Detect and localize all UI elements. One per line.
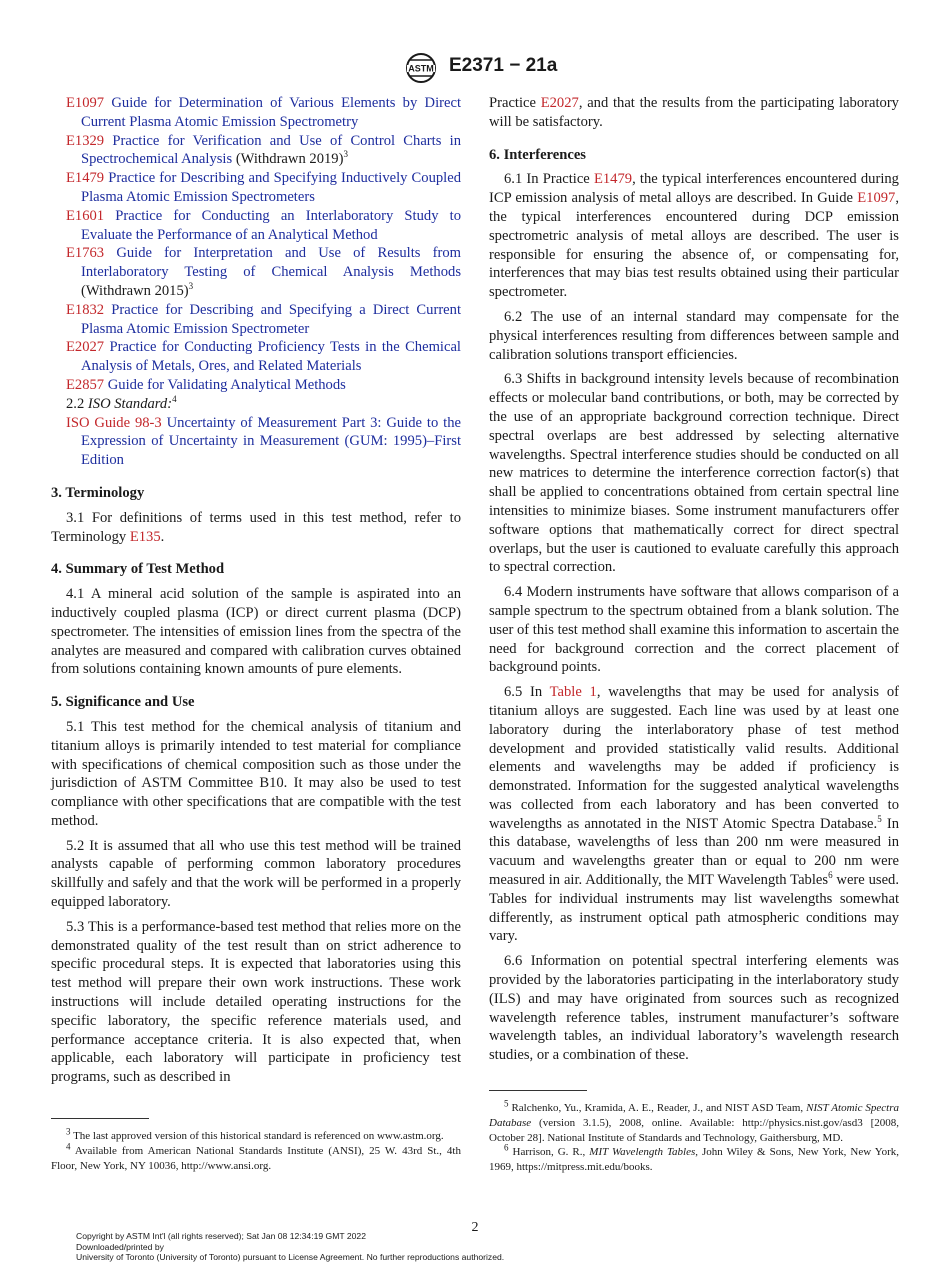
iso-heading-num: 2.2: [66, 395, 85, 412]
paragraph-text: .: [160, 528, 165, 545]
footnote: [489, 1142, 899, 1175]
footnote-text: Available from American National Standards Institute (ANSI), 25 W. 43rd St., 4th Floor, New York, NY 10036, http://www.ansi.org.: [51, 1144, 461, 1172]
footnote-ref: 5: [877, 813, 882, 824]
reference-code-link[interactable]: E1097: [66, 95, 105, 111]
reference-title-link[interactable]: Guide for Validating Analytical Methods: [107, 376, 346, 393]
reference-link[interactable]: E1479: [593, 171, 633, 188]
reference-item: [51, 376, 461, 395]
reference-code-link[interactable]: E1763: [66, 245, 105, 262]
copyright-line: Copyright by ASTM Int'l (all rights reserved); Sat Jan 08 12:34:19 GMT 2022: [76, 1231, 366, 1241]
table-link[interactable]: Table 1: [549, 684, 597, 701]
footnote-italic: NIST Atomic Spectra Database: [489, 1102, 900, 1129]
footnote-number: 4: [66, 1141, 71, 1152]
iso-standard-heading: [51, 395, 461, 414]
paragraph: 5.2 It is assumed that all who use this test method will be trained analysts capable of performing common laboratory procedures skillfully and safely and that the work will be performed in a properly equipped laboratory.: [51, 837, 461, 911]
reference-item: [51, 414, 461, 470]
astm-logo-icon: [401, 52, 441, 84]
left-column: [51, 94, 461, 1087]
paragraph-text: In this database, wavelengths of less than 200 nm were measured in vacuum and wavelengths greater than or equal to 200 nm were measured in air. Additionally, the MIT Wavelength Tables: [489, 815, 899, 889]
reference-note: (Withdrawn 2015): [81, 282, 189, 299]
section-heading: 4. Summary of Test Method: [51, 561, 225, 578]
footnote-divider: [489, 1090, 587, 1091]
footnotes-right: [489, 1090, 899, 1175]
paragraph: 6.3 Shifts in background intensity levels because of recombination effects or molecular band contributions, or both, may be corrected by the use of an appropriate background correction technique. Direct spectral overlaps are best addressed by selecting alternative wavelengths. Spectral interference studies should be conducted on all new matrices to determine the interference correction factor(s) that shall be applied to concentrations obtained from certain spectral line intensities to minimize biases. Some instrument manufacturers offer software options that mathematically correct for direct spectral overlaps, but the user is cautioned to evaluate carefully this approach to spectral correction.: [489, 371, 899, 576]
paragraph-text: Practice: [489, 95, 541, 111]
reference-code-link[interactable]: E2027: [66, 339, 105, 356]
copyright-line: Downloaded/printed by: [76, 1241, 164, 1252]
copyright-line: University of Toronto (University of Toronto) pursuant to License Agreement. No further reproductions authorized.: [76, 1252, 505, 1263]
paragraph: [51, 509, 461, 547]
reference-code-link[interactable]: E1329: [66, 132, 105, 149]
page-number: 2: [471, 1220, 479, 1235]
footnote: [51, 1141, 461, 1174]
paragraph-text: 6.5 In: [504, 684, 550, 701]
footnote-text: , John Wiley & Sons, New York, New York, 1969, https://mitpress.mit.edu/books.: [489, 1146, 899, 1174]
paragraph: [489, 683, 899, 946]
paragraph-text: were used. Tables for individual instruments may list wavelengths somewhat differently, as instrument optical path atmospheric conditions may vary.: [489, 872, 899, 945]
reference-title-link[interactable]: Practice for Verification and Use of Control Charts in Spectrochemical Analysis: [81, 132, 461, 168]
paragraph: 5.1 This test method for the chemical analysis of titanium and titanium alloys is primarily intended to test material for compliance with specifications of chemical composition such as those under the jurisdiction of ASTM Committee B10. It may also be used to test compliance with other specifications that are compatible with the test method.: [51, 718, 461, 829]
reference-title-link[interactable]: Practice for Conducting Proficiency Tests in the Chemical Analysis of Metals, Ores, and Related Materials: [81, 339, 461, 375]
footnote-divider: [51, 1118, 149, 1119]
footnote-ref: 6: [828, 870, 833, 881]
footnote-number: 6: [504, 1142, 509, 1153]
reference-item: [51, 132, 461, 170]
page-header: [0, 52, 950, 86]
footnote-ref: 3: [343, 149, 348, 160]
reference-item: [51, 301, 461, 339]
section-heading: 3. Terminology: [51, 484, 145, 501]
paragraph-text: , and that the results from the participating laboratory will be satisfactory.: [489, 95, 899, 130]
document-id: E2371 − 21a: [449, 55, 558, 76]
reference-code-link[interactable]: E2857: [66, 376, 105, 393]
paragraph-text: 3.1 For definitions of terms used in this test method, refer to Terminology: [51, 509, 461, 545]
reference-link[interactable]: E135: [129, 528, 161, 545]
reference-item: [51, 244, 461, 300]
reference-item: [51, 338, 461, 376]
footnote-italic: MIT Wavelength Tables: [589, 1146, 696, 1159]
logo-text: ASTM: [408, 63, 434, 74]
reference-title-link[interactable]: Guide for Determination of Various Elements by Direct Current Plasma Atomic Emission Spectrometry: [81, 95, 461, 130]
reference-title-link[interactable]: Uncertainty of Measurement Part 3: Guide to the Expression of Uncertainty in Measurement (GUM: 1995)–First Edition: [81, 414, 461, 469]
reference-title-link[interactable]: Practice for Conducting an Interlaboratory Study to Evaluate the Performance of an Analytical Method: [81, 207, 461, 243]
reference-title-link[interactable]: Guide for Interpretation and Use of Results from Interlaboratory Testing of Chemical Analysis Methods: [81, 245, 462, 281]
reference-title-link[interactable]: Practice for Describing and Specifying Inductively Coupled Plasma Atomic Emission Spectrometers: [81, 170, 461, 205]
reference-code-link[interactable]: E1479: [66, 170, 105, 187]
paragraph: 6.4 Modern instruments have software that allows comparison of a sample spectrum to the spectrum obtained from a blank solution. The user of this test method shall examine this information to ascertain the need for background correction and the correct placement of background points.: [489, 584, 899, 676]
paragraph: 5.3 This is a performance-based test method that relies more on the demonstrated quality of the test result than on strict adherence to specific procedural steps. It is expected that laboratories using this test method will prepare their own work instructions. These work instructions will include detailed operating instructions for the specific laboratory, the specific reference materials used, and performance acceptance criteria. It is also expected that, when applicable, each laboratory will participate in proficiency test programs, such as described in: [51, 918, 461, 1086]
reference-link[interactable]: E2027: [540, 95, 579, 111]
paragraph-text: 6.1 In Practice: [504, 171, 594, 188]
paragraph: 4.1 A mineral acid solution of the sample is aspirated into an inductively coupled plasma (ICP) or direct current plasma (DCP) spectrometer. The intensities of emission lines from the spectra of the analytes are measured and compared with calibration curves obtained from solutions containing known amounts of pure elements.: [51, 586, 461, 678]
reference-title-link[interactable]: Practice for Describing and Specifying a Direct Current Plasma Atomic Emission Spectrometer: [81, 301, 462, 337]
section-heading: 5. Significance and Use: [51, 694, 195, 711]
footnotes-left: [51, 1118, 461, 1173]
footnote-number: 3: [66, 1126, 71, 1137]
reference-item: [51, 169, 461, 207]
reference-item: [51, 207, 461, 245]
footnote-ref: 4: [172, 393, 177, 404]
reference-code-link[interactable]: ISO Guide 98-3: [66, 414, 162, 431]
paragraph: 6.2 The use of an internal standard may compensate for the physical interferences resulting from differences between sample and calibration solutions transport efficiencies.: [489, 308, 899, 363]
footnote-text: The last approved version of this historical standard is referenced on www.astm.org.: [73, 1130, 444, 1142]
paragraph-text: , wavelengths that may be used for analysis of titanium alloys are suggested. Each line was used by at least one laboratory during the interlaboratory phase of test method development and provided statistically valid results. Additional elements and wavelengths may be added if proficiency is demonstrated. Information for the suggested analytical wavelengths was collected from each laboratory and has been converted to wavelengths as annotated in the NIST Atomic Spectra Database.: [489, 684, 899, 832]
footnote: [489, 1098, 900, 1145]
paragraph: [489, 170, 899, 302]
paragraph-text: , the typical interferences encountered during DCP emission spectrometric analysis of metal alloys are described. The user is responsible for ensuring the absence of, or compensating for, interferences that may bias test results obtained using their particular spectrometer.: [489, 190, 899, 301]
paragraph-text: , the typical interferences encountered during ICP emission analysis of metal alloys are described. In Guide: [489, 171, 899, 207]
footnote: [51, 1126, 461, 1144]
reference-note: (Withdrawn 2019): [232, 151, 344, 168]
footnote-text: Harrison, G. R.,: [512, 1146, 590, 1159]
iso-heading-label: ISO Standard:: [87, 395, 173, 412]
reference-list: [51, 94, 461, 470]
reference-code-link[interactable]: E1601: [66, 207, 105, 224]
reference-item: [51, 94, 461, 132]
copyright-notice: [76, 1231, 504, 1263]
section-heading: 6. Interferences: [489, 146, 586, 163]
footnote-text: Ralchenko, Yu., Kramida, A. E., Reader, J., and NIST ASD Team,: [511, 1102, 807, 1114]
paragraph: 6.6 Information on potential spectral interfering elements was provided by the laboratories participating in the interlaboratory study (ILS) and may have originated from sources such as recognized wavelength reference tables, instrument manufacturer’s software wavelength tables, an individual laboratory’s wavelength research studies, or a combination of these.: [489, 953, 899, 1064]
reference-code-link[interactable]: E1832: [66, 301, 105, 318]
footnote-number: 5: [504, 1098, 509, 1109]
paragraph-continuation: [489, 94, 899, 132]
footnote-ref: 3: [188, 281, 194, 292]
reference-link[interactable]: E1097: [857, 190, 896, 207]
right-column: [489, 94, 899, 1065]
footnote-text: (version 3.1.5), 2008, online. Available: http://physics.nist.gov/asd3 [2008, October 28]. National Institute of Standards and Technology, Gaithersburg, MD.: [489, 1116, 899, 1144]
